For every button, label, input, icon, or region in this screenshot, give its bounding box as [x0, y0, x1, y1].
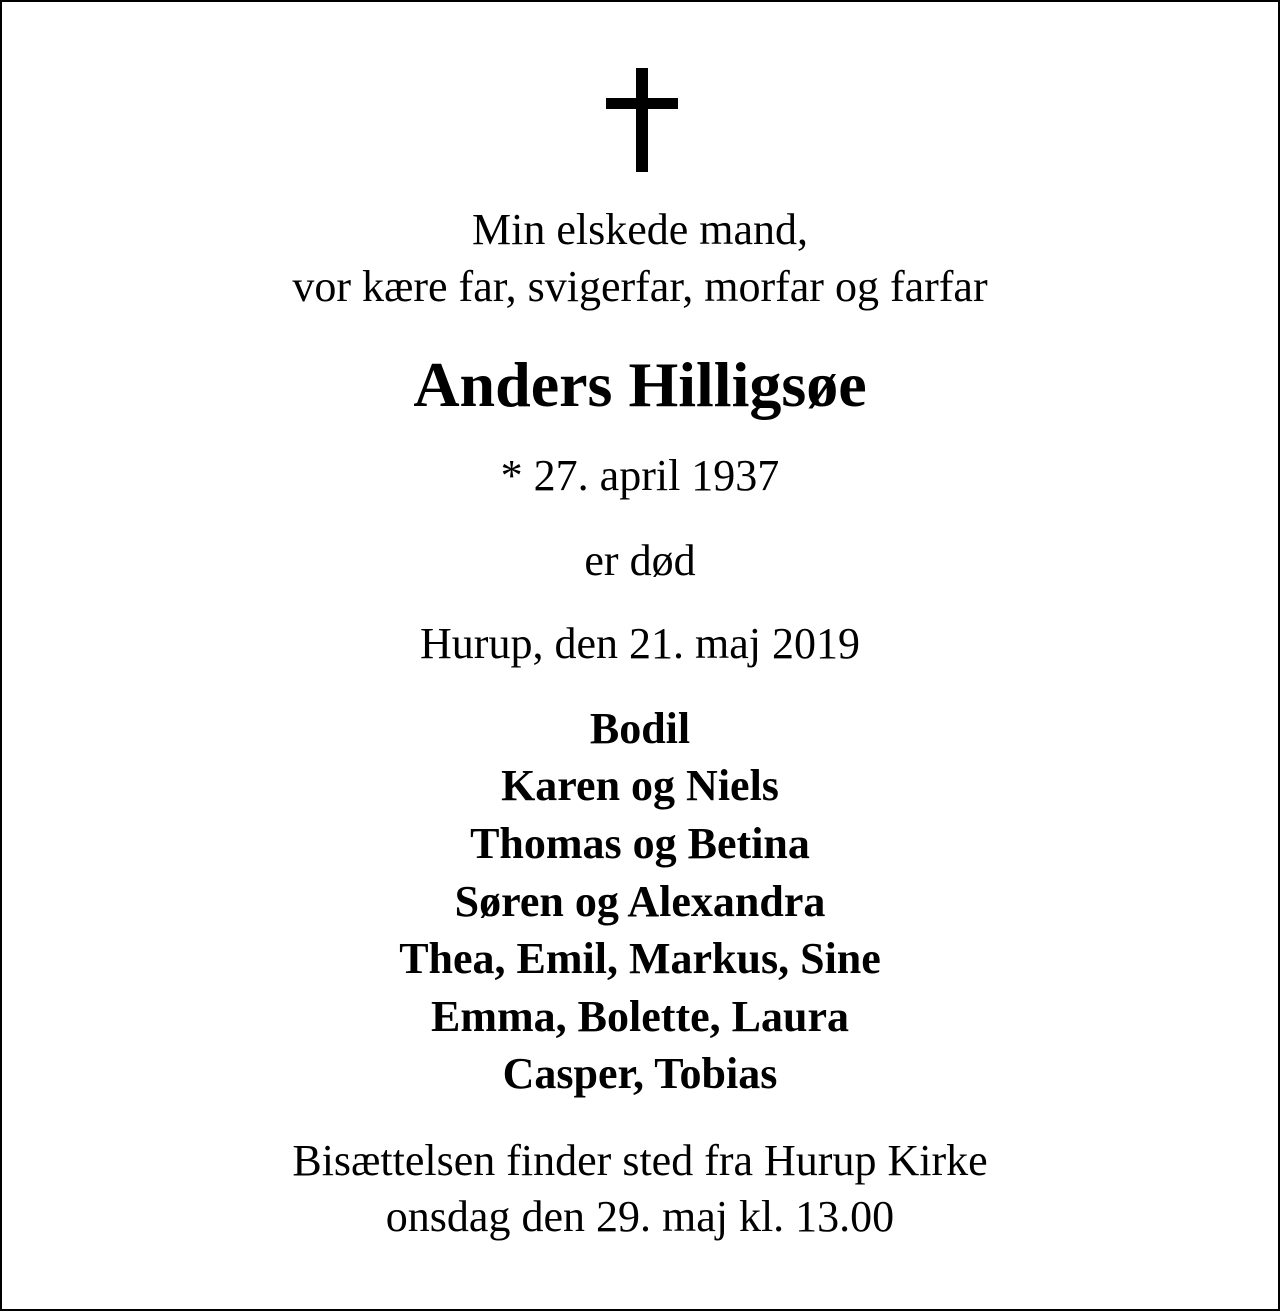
- family-line: Thomas og Betina: [470, 819, 810, 868]
- family-line: Søren og Alexandra: [454, 877, 826, 926]
- death-place-date: Hurup, den 21. maj 2019: [420, 619, 860, 668]
- intro-line-2: vor kære far, svigerfar, morfar og farfar: [292, 262, 988, 311]
- family-line: Bodil: [589, 704, 691, 753]
- family-line: Emma, Bolette, Laura: [431, 992, 849, 1041]
- funeral-line-1: Bisættelsen finder sted fra Hurup Kirke: [292, 1136, 988, 1185]
- intro-line-1: Min elskede mand,: [471, 205, 809, 254]
- family-line: Karen og Niels: [501, 761, 779, 810]
- funeral-line-2: onsdag den 29. maj kl. 13.00: [385, 1192, 895, 1241]
- death-status: er død: [584, 536, 696, 585]
- cross-icon: [606, 68, 678, 172]
- family-line: Thea, Emil, Markus, Sine: [399, 934, 881, 983]
- birth-date: * 27. april 1937: [500, 451, 780, 500]
- family-line: Casper, Tobias: [502, 1049, 778, 1098]
- deceased-name: Anders Hilligsøe: [413, 349, 867, 420]
